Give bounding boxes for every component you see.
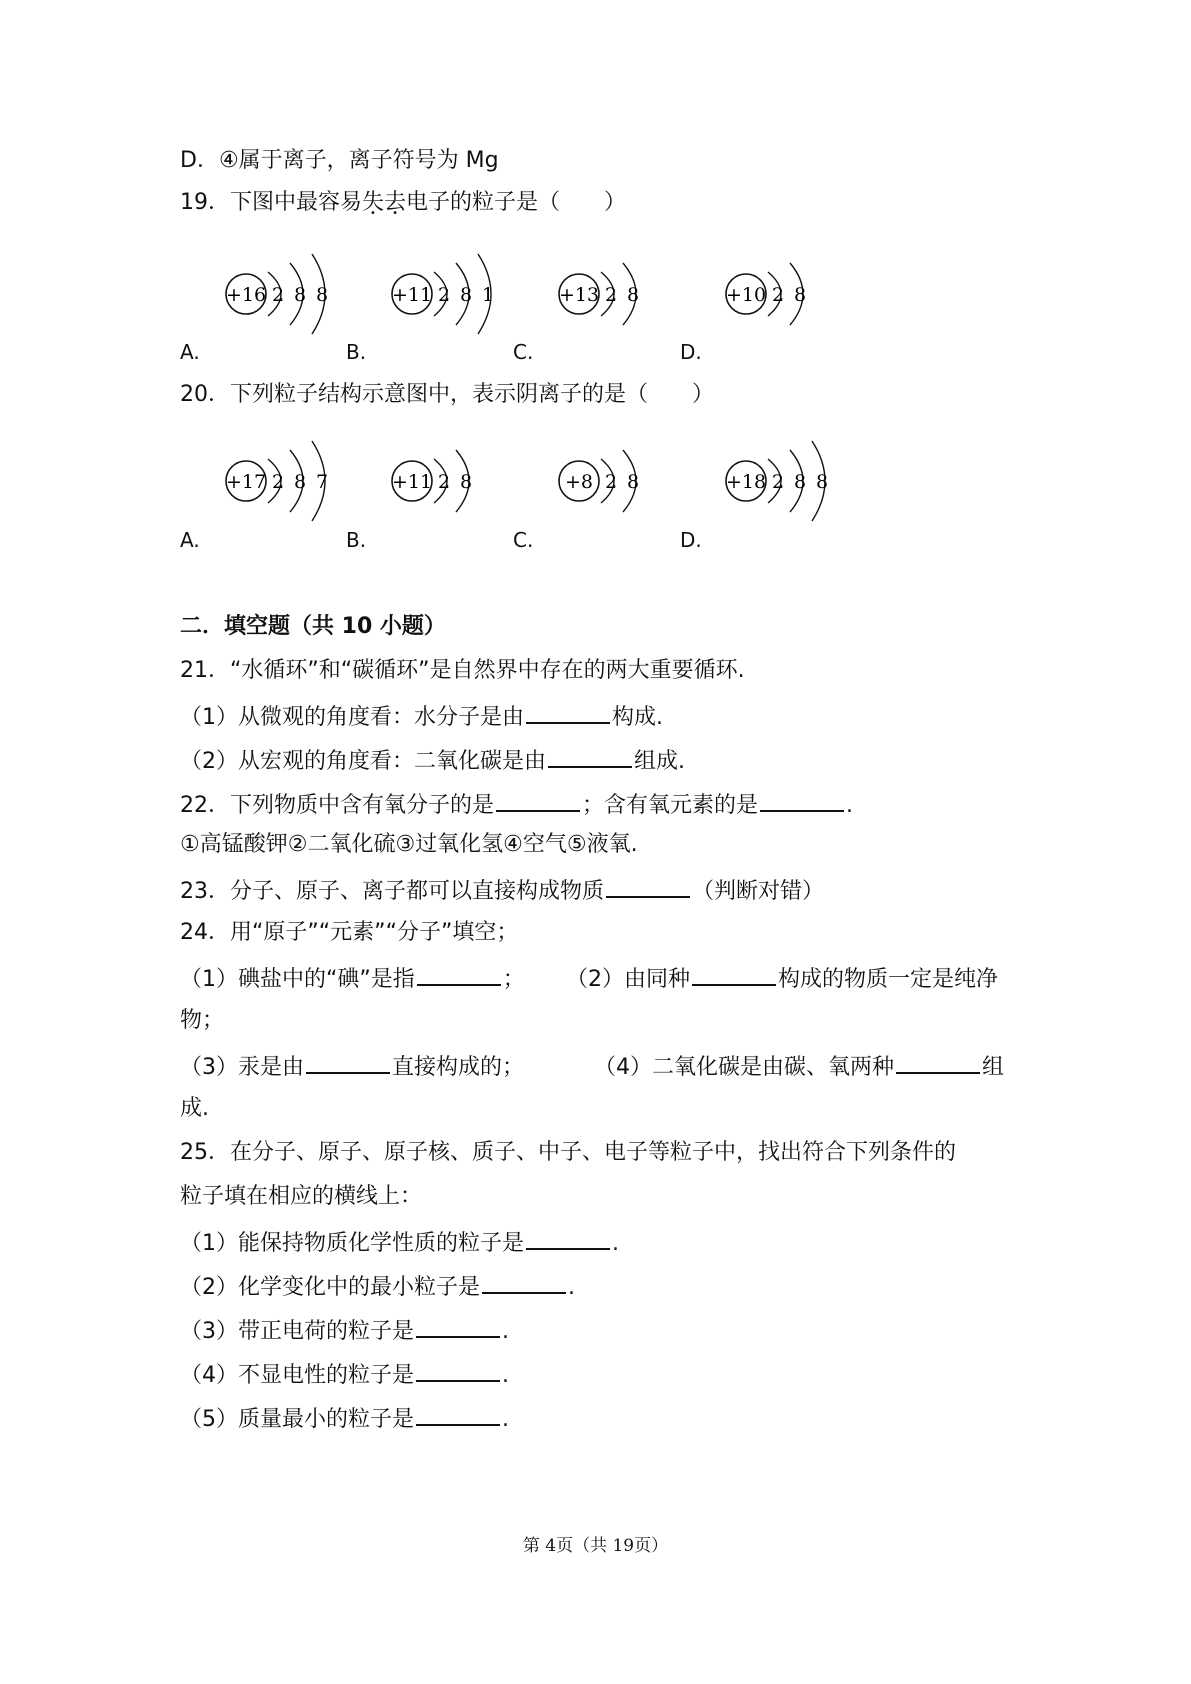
atom-structure-diagram (390, 416, 514, 550)
choice-label: B. (346, 528, 367, 552)
q19-emphasis-2: 去 (384, 190, 407, 215)
q24-part4 (594, 1050, 1004, 1083)
section-title: 二．填空题（共 10 小题） (180, 614, 446, 639)
q24-p1-end: ； (502, 967, 525, 992)
shell-electron-count: 8 (459, 284, 473, 306)
q25-item-text: （4）不显电性的粒子是 (180, 1363, 414, 1388)
answer-blank (417, 962, 501, 986)
q21-p2-text: （2）从宏观的角度看：二氧化碳是由 (180, 749, 546, 774)
atom-structure-diagram (557, 229, 681, 363)
shell-electron-count: 8 (459, 471, 473, 493)
answer-blank (416, 1358, 500, 1382)
q25-item-text: （2）化学变化中的最小粒子是 (180, 1275, 480, 1300)
q19-stem (180, 188, 626, 218)
atom-svg (724, 416, 872, 546)
shell-electron-count: 8 (626, 471, 640, 493)
atom-structure-diagram (724, 229, 848, 363)
q22-text-a: 22．下列物质中含有氧分子的是 (180, 793, 494, 818)
q25-item (180, 1270, 575, 1303)
answer-blank (606, 874, 690, 898)
nucleus-charge: +10 (725, 284, 767, 306)
shell-electron-count: 8 (815, 471, 829, 493)
q18-option-d: D．④属于离子，离子符号为 Mg (180, 148, 499, 173)
q24-p4-end: 组 (982, 1055, 1005, 1080)
q24-part4-cont: 成. (180, 1096, 209, 1121)
q22-options: ①高锰酸钾②二氧化硫③过氧化氢④空气⑤液氧. (180, 832, 638, 857)
shell-electron-count: 2 (271, 471, 285, 493)
q24-p3-text: （3）汞是由 (180, 1055, 304, 1080)
answer-blank (896, 1050, 980, 1074)
nucleus-charge: +16 (225, 284, 267, 306)
q22-text-c: . (846, 793, 854, 818)
q25-item (180, 1402, 509, 1435)
q21-p2-end: 组成. (634, 749, 685, 774)
q25-item (180, 1314, 509, 1347)
q24-p1-text: （1）碘盐中的“碘”是指 (180, 967, 415, 992)
q25-item-text: （3）带正电荷的粒子是 (180, 1319, 414, 1344)
q24-part2 (566, 962, 998, 995)
q19-emphasis-1: 失 (362, 190, 385, 215)
q21-stem: 21．“水循环”和“碳循环”是自然界中存在的两大重要循环. (180, 658, 745, 683)
shell-electron-count: 2 (604, 284, 618, 306)
atom-svg (224, 416, 372, 546)
atom-svg (557, 229, 681, 359)
q24-stem: 24．用“原子”“元素”“分子”填空； (180, 920, 519, 945)
q25-item-end: . (568, 1275, 575, 1300)
answer-blank (760, 788, 844, 812)
q25-item (180, 1226, 619, 1259)
choice-label: C. (513, 340, 534, 364)
answer-blank (526, 700, 610, 724)
shell-electron-count: 2 (437, 471, 451, 493)
shell-electron-count: 1 (481, 284, 495, 306)
answer-blank (306, 1050, 390, 1074)
atom-svg (557, 416, 681, 546)
nucleus-charge: +11 (391, 284, 433, 306)
q25-item-end: . (502, 1407, 509, 1432)
q25-item-end: . (502, 1319, 509, 1344)
q21-p1-text: （1）从微观的角度看：水分子是由 (180, 705, 524, 730)
atom-svg (390, 416, 514, 546)
q24-p2-text: （2）由同种 (566, 967, 690, 992)
q22-stem (180, 788, 853, 821)
q21-part2 (180, 744, 685, 777)
q20-stem: 20．下列粒子结构示意图中，表示阴离子的是（ ） (180, 382, 714, 407)
q23-text-b: （判断对错） (692, 879, 825, 904)
q21-part1 (180, 700, 663, 733)
answer-blank (548, 744, 632, 768)
shell-electron-count: 2 (271, 284, 285, 306)
q25-item-text: （5）质量最小的粒子是 (180, 1407, 414, 1432)
nucleus-charge: +13 (558, 284, 600, 306)
q24-part2-cont: 物； (180, 1008, 225, 1033)
choice-label: C. (513, 528, 534, 552)
shell-electron-count: 8 (793, 471, 807, 493)
shell-electron-count: 8 (793, 284, 807, 306)
shell-electron-count: 2 (604, 471, 618, 493)
choice-label: D. (680, 528, 702, 552)
choice-label: A. (180, 528, 200, 552)
q25-item-end: . (502, 1363, 509, 1388)
page-footer: 第 4页（共 19页） (522, 1536, 669, 1556)
nucleus-charge: +17 (225, 471, 267, 493)
q23-stem (180, 874, 824, 907)
q21-p1-end: 构成. (612, 705, 663, 730)
shell-electron-count: 7 (315, 471, 329, 493)
choice-label: B. (346, 340, 367, 364)
choice-label: D. (680, 340, 702, 364)
nucleus-charge: +8 (564, 471, 594, 493)
q25-item-text: （1）能保持物质化学性质的粒子是 (180, 1231, 524, 1256)
shell-electron-count: 8 (626, 284, 640, 306)
atom-structure-diagram (557, 416, 681, 550)
shell-electron-count: 8 (293, 471, 307, 493)
q24-p2-end: 构成的物质一定是纯净 (778, 967, 999, 992)
nucleus-charge: +18 (725, 471, 767, 493)
q19-stem-prefix: 19．下图中最容易 (180, 190, 362, 215)
atom-svg (724, 229, 848, 359)
answer-blank (692, 962, 776, 986)
q25-item-end: . (612, 1231, 619, 1256)
q19-stem-suffix: 电子的粒子是（ ） (406, 190, 627, 215)
q24-p4-text: （4）二氧化碳是由碳、氧两种 (594, 1055, 894, 1080)
shell-electron-count: 8 (315, 284, 329, 306)
choice-label: A. (180, 340, 200, 364)
shell-electron-count: 8 (293, 284, 307, 306)
answer-blank (496, 788, 580, 812)
nucleus-charge: +11 (391, 471, 433, 493)
q25-stem-1: 25．在分子、原子、原子核、质子、中子、电子等粒子中，找出符合下列条件的 (180, 1140, 956, 1165)
answer-blank (526, 1226, 610, 1250)
q24-p3-end: 直接构成的； (392, 1055, 525, 1080)
q24-part3 (180, 1050, 524, 1083)
shell-electron-count: 2 (437, 284, 451, 306)
answer-blank (416, 1314, 500, 1338)
atom-structure-diagram (724, 416, 872, 550)
shell-electron-count: 2 (771, 284, 785, 306)
q25-item (180, 1358, 509, 1391)
q24-part1 (180, 962, 525, 995)
answer-blank (482, 1270, 566, 1294)
answer-blank (416, 1402, 500, 1426)
shell-electron-count: 2 (771, 471, 785, 493)
q23-text-a: 23．分子、原子、离子都可以直接构成物质 (180, 879, 604, 904)
q25-stem-2: 粒子填在相应的横线上： (180, 1184, 423, 1209)
q22-text-b: ；含有氧元素的是 (582, 793, 759, 818)
